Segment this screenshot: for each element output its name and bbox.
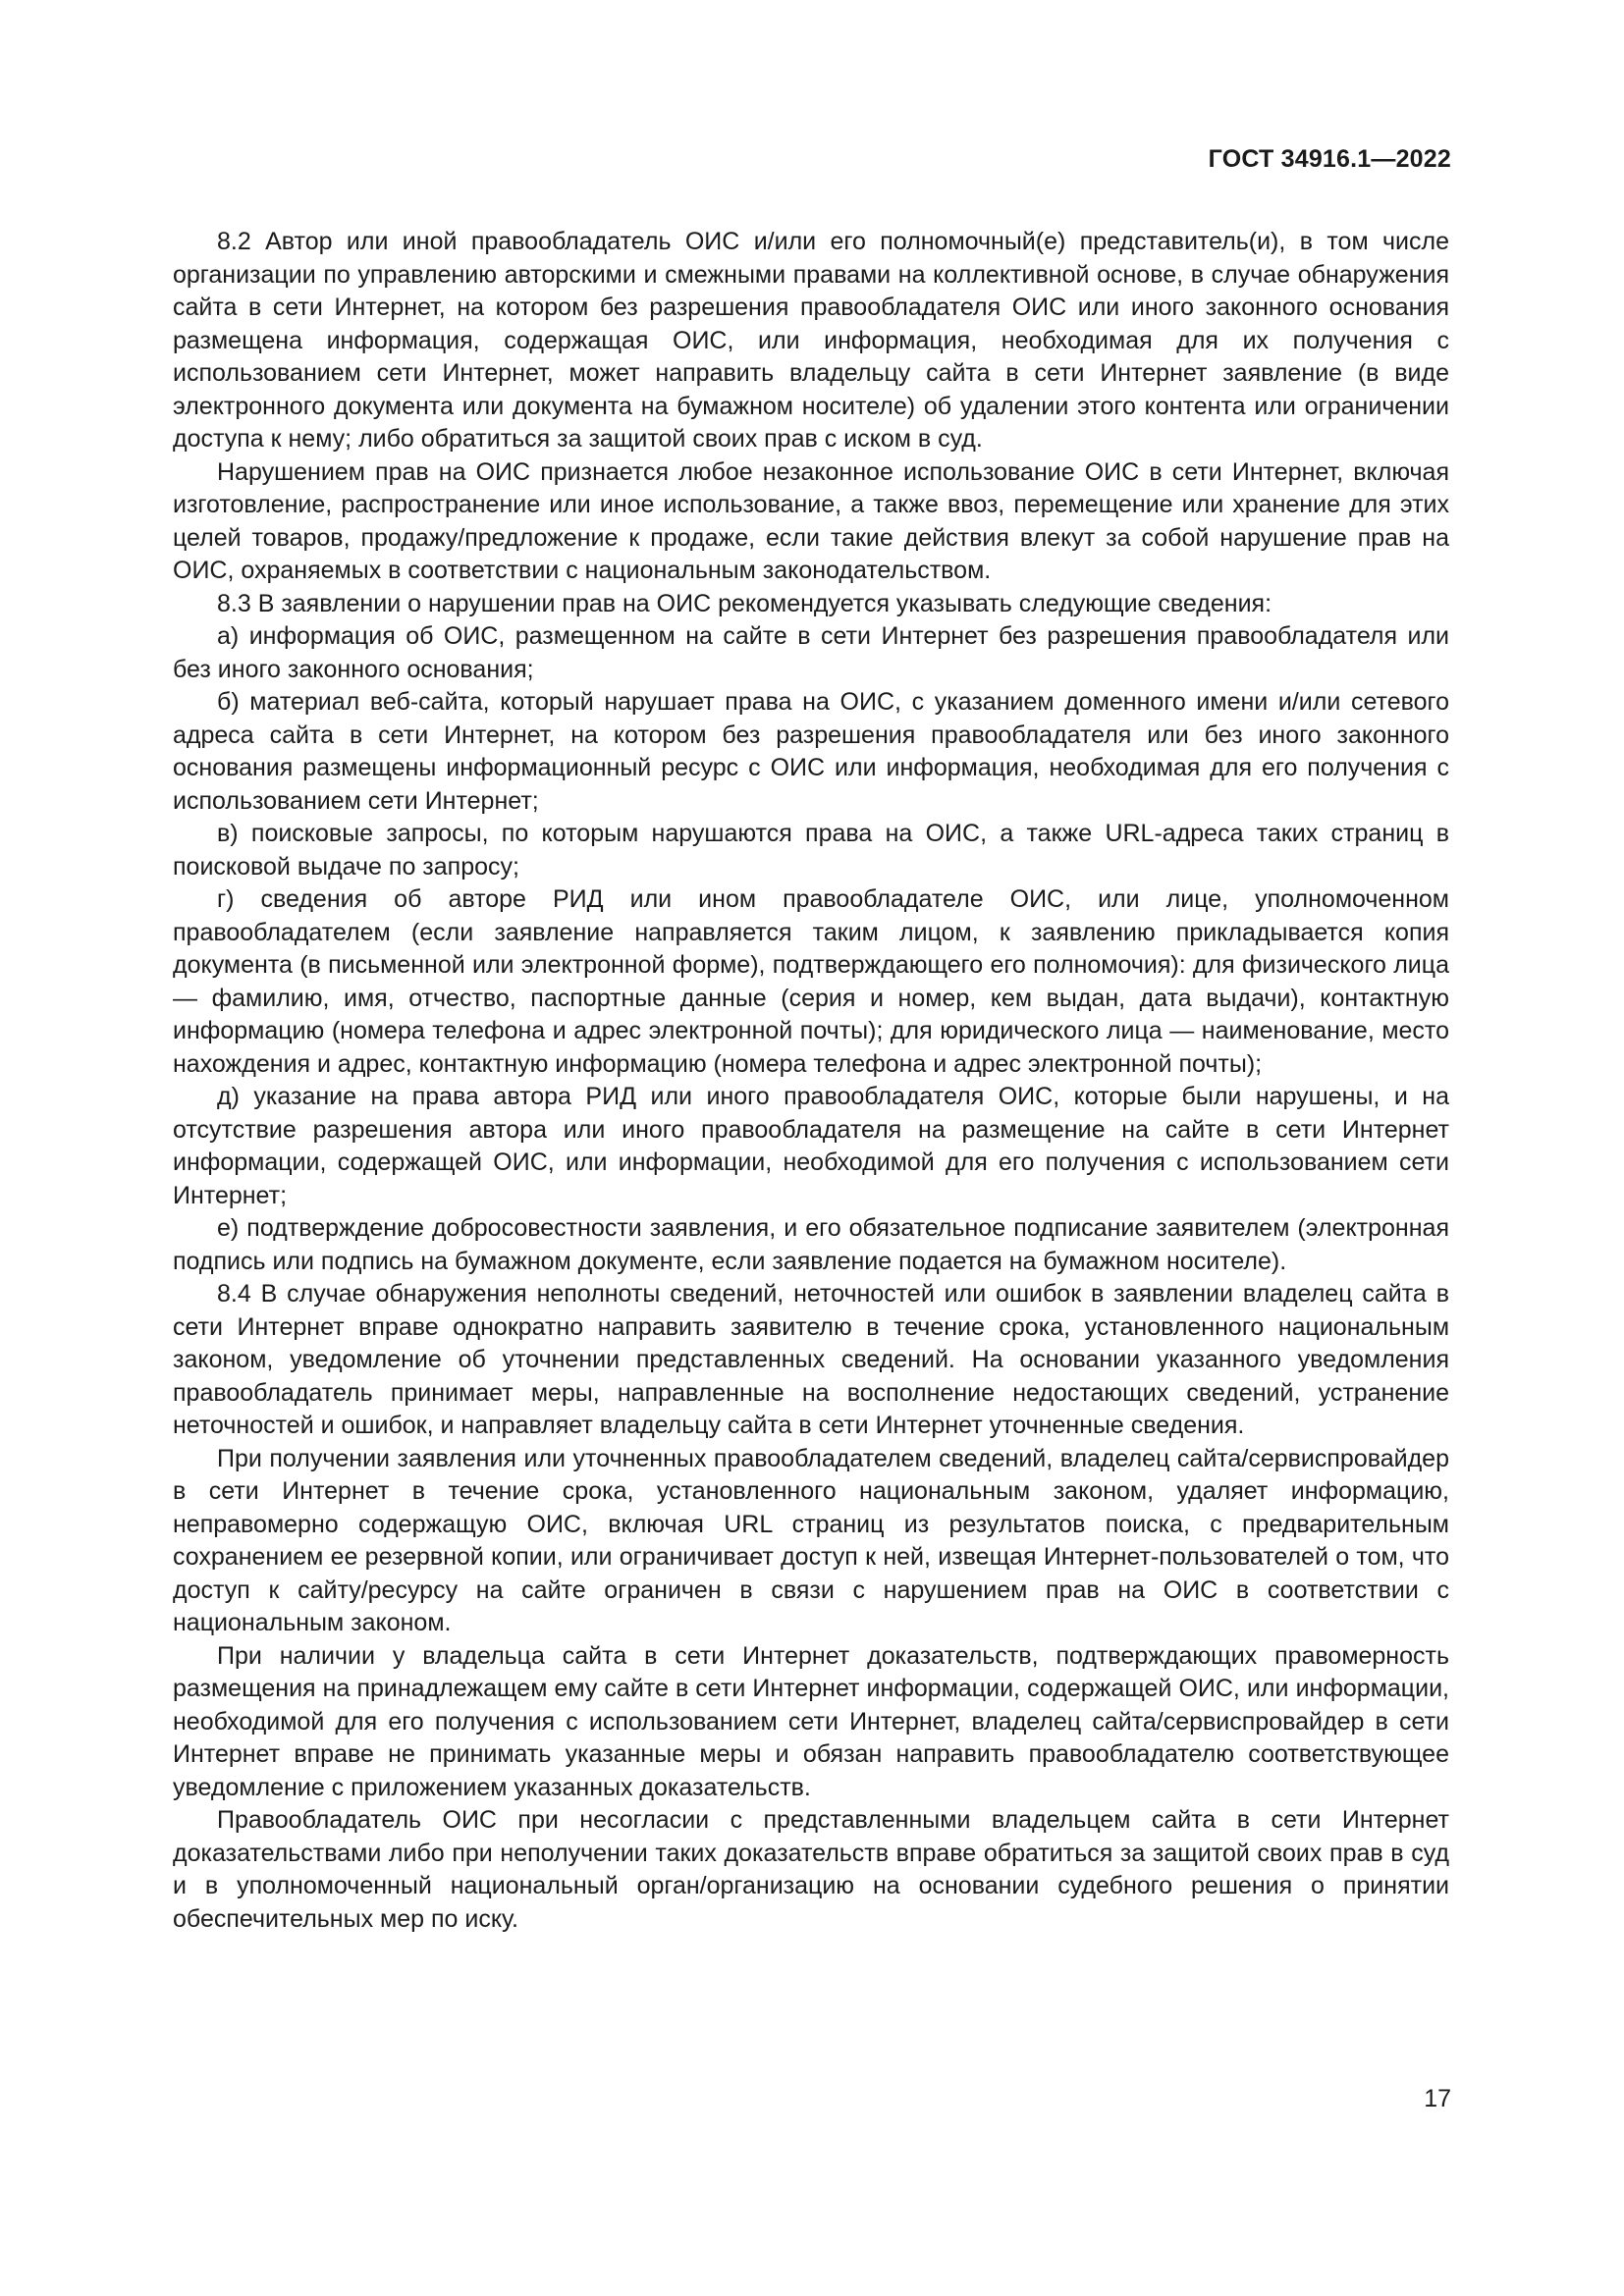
page-number: 17	[1424, 2085, 1451, 2112]
list-item-v: в) поисковые запросы, по которым нарушаются права на ОИС, а также URL-адреса таких страниц в поисковой выдаче по запросу;	[173, 820, 1449, 881]
list-item-b: б) материал веб-сайта, который нарушает права на ОИС, с указанием доменного имени и/или сетевого адреса сайта в сети Интернет, на котором без разрешения правообладателя или без иного законного основания размещены информационный ресурс с ОИС или информация, необходимая для его получения с использованием сети Интернет;	[173, 688, 1449, 815]
paragraph-court-appeal: Правообладатель ОИС при несогласии с представленными владельцем сайта в сети Интернет доказательствами либо при неполучении таких доказательств вправе обратиться за защитой своих прав в суд и в уполномоченный национальный орган/организацию на основании судебного решения о принятии обеспечительных мер по иску.	[173, 1806, 1449, 1933]
document-header: ГОСТ 34916.1—2022	[1208, 145, 1451, 173]
list-item-e: е) подтверждение добросовестности заявления, и его обязательное подписание заявителем (электронная подпись или подпись на бумажном документе, если заявление подается на бумажном носителе).	[173, 1214, 1449, 1275]
document-body	[173, 226, 1449, 1936]
paragraph-owner-evidence: При наличии у владельца сайта в сети Интернет доказательств, подтверждающих правомерность размещения на принадлежащем ему сайте в сети Интернет информации, содержащей ОИС, или информации, необходимой для его получения с использованием сети Интернет, владелец сайта/сервиспровайдер в сети Интернет вправе не принимать указанные меры и обязан направить правообладателю соответствующее уведомление с приложением указанных доказательств.	[173, 1641, 1449, 1801]
paragraph-violation-definition: Нарушением прав на ОИС признается любое незаконное использование ОИС в сети Интернет, включая изготовление, распространение или иное использование, а также ввоз, перемещение или хранение для этих целей товаров, продажу/предложение к продаже, если такие действия влекут за собой нарушение прав на ОИС, охраняемых в соответствии с национальным законодательством.	[173, 457, 1449, 584]
list-item-a: а) информация об ОИС, размещенном на сайте в сети Интернет без разрешения правообладателя или без иного законного основания;	[173, 622, 1449, 683]
paragraph-8-3: 8.3 В заявлении о нарушении прав на ОИС рекомендуется указывать следующие сведения:	[217, 589, 1272, 617]
paragraph-removal-procedure: При получении заявления или уточненных правообладателем сведений, владелец сайта/сервиспровайдер в сети Интернет в течение срока, установленного национальным законом, удаляет информацию, неправомерно содержащую ОИС, включая URL страниц из результатов поиска, с предварительным сохранением ее резервной копии, или ограничивает доступ к ней, извещая Интернет-пользователей о том, что доступ к сайту/ресурсу на сайте ограничен в связи с нарушением прав на ОИС в соответствии с национальным законом.	[173, 1444, 1449, 1636]
list-item-g: г) сведения об авторе РИД или ином правообладателе ОИС, или лице, уполномоченном правообладателем (если заявление направляется таким лицом, к заявлению прикладывается копия документа (в письменной или электронной форме), подтверждающего его полномочия): для физического лица — фамилию, имя, отчество, паспортные данные (серия и номер, кем выдан, дата выдачи), контактную информацию (номера телефона и адрес электронной почты); для юридического лица — наименование, место нахождения и адрес, контактную информацию (номера телефона и адрес электронной почты);	[173, 885, 1449, 1078]
paragraph-8-4: 8.4 В случае обнаружения неполноты сведений, неточностей или ошибок в заявлении владелец сайта в сети Интернет вправе однократно направить заявителю в течение срока, установленного национальным законом, уведомление об уточнении представленных сведений. На основании указанного уведомления правообладатель принимает меры, направленные на восполнение недостающих сведений, устранение неточностей и ошибок, и направляет владельцу сайта в сети Интернет уточненные сведения.	[173, 1280, 1449, 1439]
paragraph-8-2: 8.2 Автор или иной правообладатель ОИС и/или его полномочный(е) представитель(и), в том числе организации по управлению авторскими и смежными правами на коллективной основе, в случае обнаружения сайта в сети Интернет, на котором без разрешения правообладателя ОИС или иного законного основания размещена информация, содержащая ОИС, или информация, необходимая для их получения с использованием сети Интернет, может направить владельцу сайта в сети Интернет заявление (в виде электронного документа или документа на бумажном носителе) об удалении этого контента или ограничении доступа к нему; либо обратиться за защитой своих прав с иском в суд.	[173, 228, 1449, 453]
list-item-d: д) указание на права автора РИД или иного правообладателя ОИС, которые были нарушены, и на отсутствие разрешения автора или иного правообладателя на размещение на сайте в сети Интернет информации, содержащей ОИС, или информации, необходимой для его получения с использованием сети Интернет;	[173, 1083, 1449, 1209]
